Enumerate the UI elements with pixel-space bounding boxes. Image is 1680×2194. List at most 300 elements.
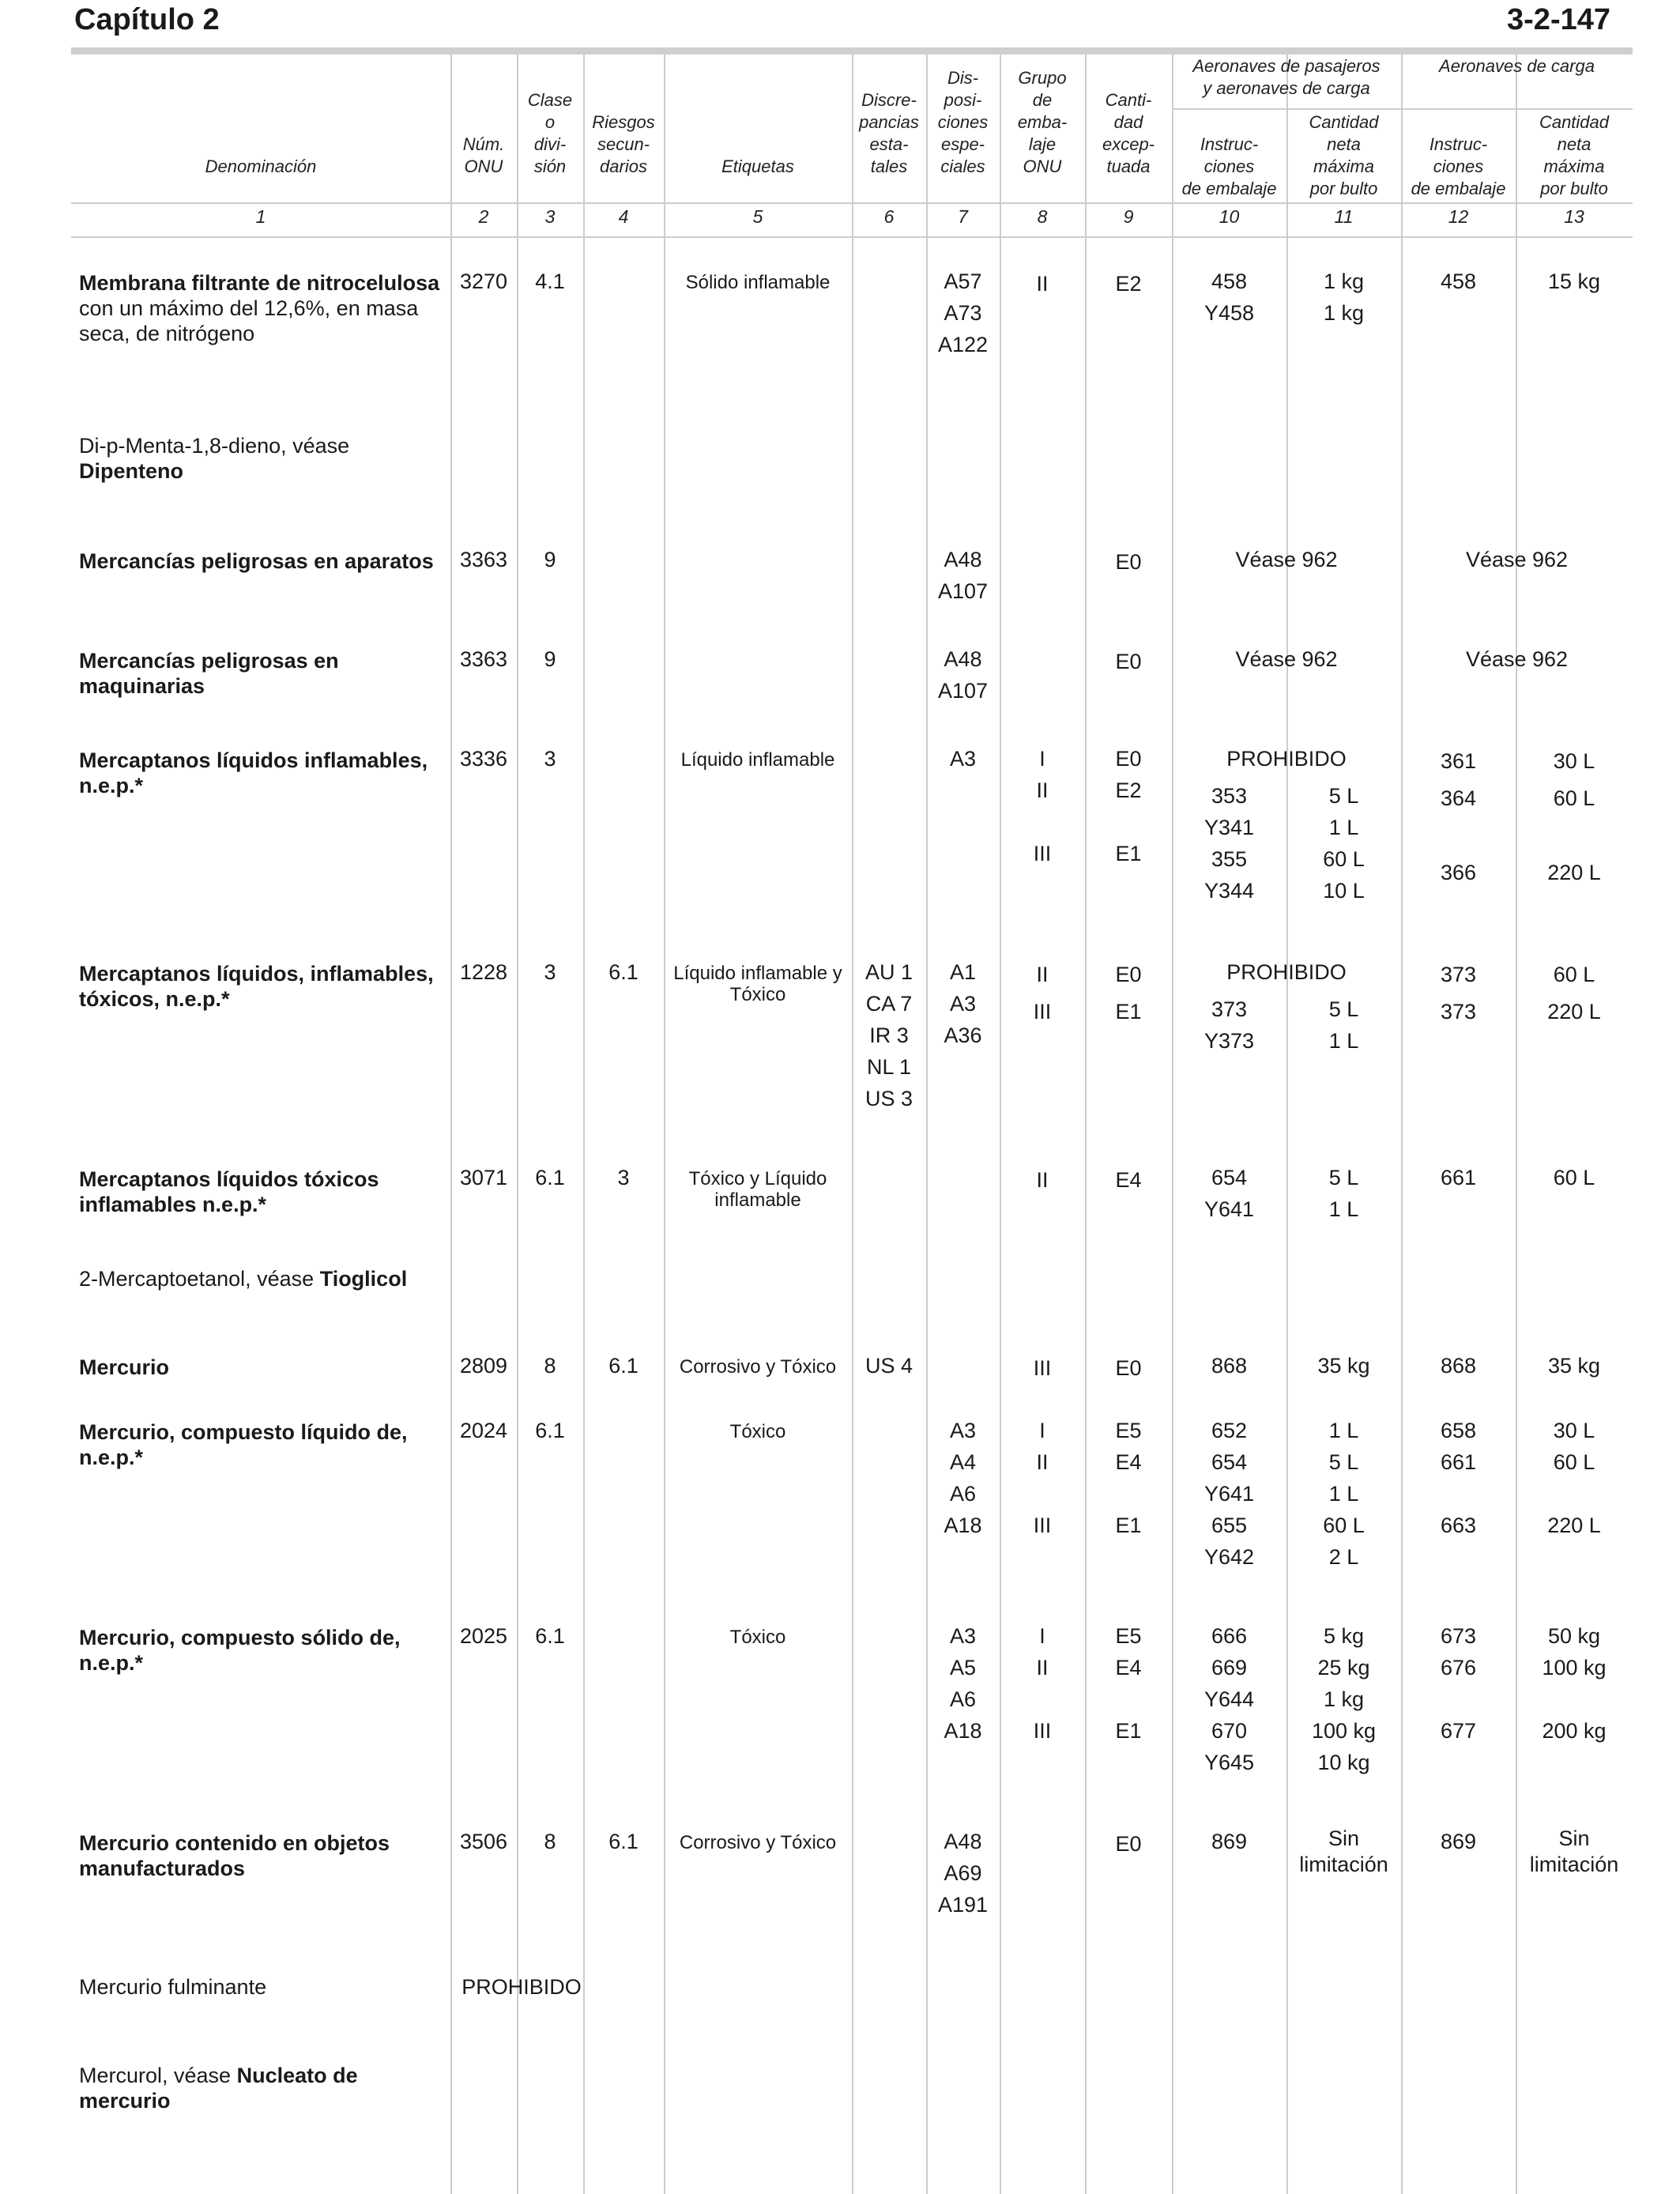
header-num-onu-line: Núm.: [462, 134, 505, 154]
excepted-quantity: [1085, 743, 1172, 869]
passenger-packing-instruction: [1172, 1162, 1286, 1225]
un-number: 2025: [459, 1624, 508, 1648]
cargo-max-net-quantity: [1516, 266, 1633, 297]
header-grupo-line: Grupo: [1018, 68, 1067, 88]
special-provision-value: A3: [949, 1419, 977, 1442]
header-denominacion-line: Denominación: [205, 156, 317, 176]
passenger-max-net-quantity-value: 100 kg: [1311, 1719, 1377, 1743]
class-division: 8: [544, 1830, 556, 1853]
cargo-packing-instruction-value: 676: [1440, 1656, 1477, 1679]
substance-name: [79, 1266, 443, 1291]
class-division: 8: [544, 1354, 556, 1378]
cargo-packing-instruction-value: 677: [1440, 1719, 1477, 1743]
passenger-packing-instruction-value: 355: [1211, 847, 1248, 871]
cargo-see-instruction: Véase 962: [1465, 548, 1569, 571]
passenger-packing-instruction-value: Y644: [1203, 1687, 1255, 1711]
excepted-quantity: [1085, 1350, 1172, 1387]
header-cantidad-neta-pasajeros-line: Cantidad: [1309, 112, 1379, 132]
substance-name-bold: Membrana filtrante de nitrocelulosa: [79, 271, 440, 295]
substance-name-bold: Dipenteno: [79, 459, 183, 483]
header-aeronaves-carga: [1401, 55, 1633, 77]
substance-name: [79, 1974, 443, 2000]
header-etiquetas: [664, 156, 852, 178]
passenger-packing-instruction: [1172, 1620, 1286, 1778]
passenger-packing-instruction-value: 666: [1211, 1624, 1248, 1648]
excepted-quantity-value: E5: [1115, 1624, 1142, 1648]
substance-name-suffix: con un máximo del 12,6%, en masa seca, de nitrógeno: [79, 296, 419, 345]
excepted-quantity-value: E1: [1115, 1514, 1142, 1537]
state-variation: [852, 956, 926, 1114]
page-header: [73, 0, 1610, 44]
passenger-packing-instruction: [1172, 1826, 1286, 1857]
cargo-max-net-quantity-value: 50 kg: [1547, 1624, 1601, 1648]
passenger-max-net-quantity-value: 25 kg: [1317, 1656, 1370, 1679]
header-clase-line: sión: [533, 156, 567, 176]
excepted-quantity-value: [1085, 1478, 1172, 1510]
passenger-max-net-quantity: [1286, 780, 1401, 907]
substance-name: [79, 270, 443, 346]
special-provision: [926, 266, 1000, 360]
un-number: 3270: [459, 270, 508, 293]
special-provision-value: A5: [949, 1656, 977, 1679]
header-cantidad-line: tuada: [1106, 156, 1151, 176]
header-aeronaves-pasajeros-line: y aeronaves de carga: [1203, 78, 1370, 98]
passenger-max-net-quantity-value: 1 L: [1328, 1029, 1359, 1053]
column-number: 5: [752, 206, 763, 227]
header-cantidad-neta-carga-line: neta: [1557, 134, 1591, 154]
header-cantidad-line: excep-: [1102, 134, 1155, 154]
passenger-max-net-quantity-value: 10 kg: [1317, 1751, 1370, 1774]
column-divider: [1085, 54, 1087, 2194]
column-number: 7: [958, 206, 968, 227]
substance-name-bold: Mercancías peligrosas en aparatos: [79, 549, 434, 573]
special-provision-value: A1: [949, 960, 977, 984]
passenger-packing-instruction-value: Y645: [1203, 1751, 1255, 1774]
passenger-max-net-quantity: [1286, 1620, 1401, 1778]
header-clase-line: o: [544, 112, 556, 132]
cargo-see-instruction: Véase 962: [1465, 647, 1569, 671]
hazard-label: Tóxico: [729, 1421, 786, 1442]
excepted-quantity-value: E5: [1115, 1419, 1142, 1442]
header-clase-line: Clase: [527, 90, 573, 110]
passenger-see-instruction: Véase 962: [1235, 548, 1338, 571]
header-cantidad-neta-pasajeros-line: por bulto: [1309, 179, 1378, 198]
packing-group: [1000, 956, 1085, 1031]
header-bottom-line: [71, 202, 1633, 204]
cargo-max-net-quantity-value: 220 L: [1547, 861, 1601, 884]
passenger-packing-instruction-value: 868: [1211, 1354, 1248, 1378]
packing-group-value: II: [1036, 963, 1049, 986]
special-provision-value: A6: [949, 1482, 977, 1506]
class-division: 6.1: [535, 1624, 565, 1648]
passenger-max-net-quantity-value: 10 L: [1323, 879, 1365, 903]
packing-group-value: III: [1033, 1356, 1052, 1380]
packing-group-value: [1000, 1683, 1085, 1715]
special-provision-value: A3: [949, 992, 977, 1016]
header-aeronaves-pasajeros: [1172, 55, 1401, 100]
packing-group-value: II: [1036, 1656, 1049, 1679]
passenger-max-net-quantity-value: 5 L: [1328, 784, 1359, 808]
passenger-packing-instruction: [1172, 993, 1286, 1057]
header-disposiciones-line: Dis-: [947, 68, 979, 88]
excepted-quantity-value: [1085, 806, 1172, 838]
state-variation: [852, 1350, 926, 1382]
cargo-max-net-quantity-value: 220 L: [1547, 1000, 1601, 1023]
special-provision-value: A107: [937, 579, 989, 603]
header-cantidad-neta-pasajeros-line: neta: [1327, 134, 1361, 154]
special-provision-value: A107: [937, 679, 989, 703]
passenger-packing-instruction-value: 869: [1211, 1830, 1248, 1853]
hazard-label: Líquido inflamable: [680, 749, 835, 771]
excepted-quantity: [1085, 1826, 1172, 1863]
passenger-max-net-quantity: [1286, 1350, 1401, 1382]
special-provision: [926, 1620, 1000, 1747]
packing-group-value: [1000, 806, 1085, 838]
substance-name: [79, 433, 443, 484]
excepted-quantity-value: E0: [1115, 550, 1142, 574]
passenger-packing-instruction-value: 655: [1211, 1514, 1248, 1537]
special-provision-value: A36: [944, 1023, 982, 1047]
passenger-max-net-quantity-value: 5 kg: [1323, 1624, 1365, 1648]
cargo-max-net-quantity-value: [1516, 1683, 1633, 1715]
substance-name-bold: Mercaptanos líquidos inflamables, n.e.p.*: [79, 748, 428, 797]
substance-name-prefix: Di-p-Menta-1,8-dieno, véase: [79, 434, 350, 458]
header-cantidad: [1085, 89, 1172, 178]
special-provision-value: A122: [937, 333, 989, 356]
header-instrucciones-carga-line: ciones: [1433, 156, 1484, 176]
un-number: 3363: [459, 548, 508, 571]
packing-group: [1000, 1350, 1085, 1387]
passenger-packing-instruction: [1172, 1415, 1286, 1573]
special-provision-value: A48: [944, 1830, 982, 1853]
substance-name-bold: Mercurio contenido en objetos manufacturados: [79, 1831, 390, 1880]
excepted-quantity: [1085, 266, 1172, 303]
cargo-max-net-quantity: [1516, 956, 1633, 1031]
cargo-max-net-quantity: [1516, 1620, 1633, 1747]
cargo-max-net-quantity: [1516, 1415, 1633, 1541]
passenger-forbidden: PROHIBIDO: [1226, 747, 1347, 771]
passenger-packing-instruction-value: 654: [1211, 1450, 1248, 1474]
cargo-max-net-quantity: [1516, 1162, 1633, 1193]
header-cantidad-neta-carga-line: por bulto: [1540, 179, 1608, 198]
passenger-packing-instruction-value: Y642: [1203, 1545, 1255, 1569]
passenger-packing-instruction-value: 458: [1211, 270, 1248, 293]
un-number: 3336: [459, 747, 508, 771]
special-provision-value: A73: [944, 301, 982, 325]
excepted-quantity: [1085, 544, 1172, 581]
cargo-max-net-quantity-value: 30 L: [1553, 1419, 1595, 1442]
column-divider: [664, 54, 665, 2194]
header-cantidad-neta-carga-line: Cantidad: [1539, 112, 1610, 132]
state-variation-value: US 4: [864, 1354, 913, 1378]
hazard-label: Corrosivo y Tóxico: [679, 1832, 837, 1853]
cargo-max-net-quantity-value: 200 kg: [1542, 1719, 1607, 1743]
cargo-max-net-quantity-value: 15 kg: [1547, 270, 1601, 293]
packing-group: [1000, 1162, 1085, 1199]
passenger-forbidden: PROHIBIDO: [1226, 960, 1347, 984]
special-provision-value: A3: [949, 747, 977, 771]
header-instrucciones-pasajeros-line: Instruc-: [1200, 134, 1259, 154]
excepted-quantity-value: E1: [1115, 1719, 1142, 1743]
column-number: 2: [478, 206, 489, 227]
passenger-max-net-quantity-value: 1 kg: [1323, 1687, 1365, 1711]
passenger-packing-instruction-value: Y373: [1203, 1029, 1255, 1053]
header-discrepancias: [852, 89, 926, 178]
state-variation-value: US 3: [864, 1087, 913, 1110]
hazard-label: Líquido inflamable y Tóxico: [673, 963, 842, 1005]
cargo-max-net-quantity: Sin limitación: [1529, 1826, 1619, 1876]
substance-name: [79, 748, 443, 798]
cargo-packing-instruction-value: 364: [1440, 786, 1477, 810]
header-disposiciones-line: posi-: [944, 90, 982, 110]
header-cantidad-line: dad: [1113, 112, 1143, 132]
excepted-quantity: [1085, 1415, 1172, 1541]
class-division: 6.1: [535, 1166, 565, 1189]
header-aeronaves-carga-line: Aeronaves de carga: [1439, 56, 1595, 76]
cargo-packing-instruction-value: 661: [1440, 1450, 1477, 1474]
packing-group-value: I: [1039, 1419, 1045, 1442]
excepted-quantity-value: [1085, 1683, 1172, 1715]
column-number: 1: [255, 206, 266, 227]
header-instrucciones-pasajeros-line: ciones: [1203, 156, 1255, 176]
header-etiquetas-line: Etiquetas: [721, 156, 794, 176]
header-clase-line: divi-: [533, 134, 567, 154]
passenger-max-net-quantity-value: 1 kg: [1323, 301, 1365, 325]
cargo-packing-instruction-value: 869: [1440, 1830, 1477, 1853]
special-provision-value: A6: [949, 1687, 977, 1711]
substance-name-bold: Mercurio, compuesto sólido de, n.e.p.*: [79, 1626, 401, 1675]
passenger-packing-instruction-value: Y641: [1203, 1482, 1255, 1506]
excepted-quantity-value: E4: [1115, 1168, 1142, 1192]
class-division: 3: [544, 960, 556, 984]
header-discrepancias-line: pancias: [859, 112, 919, 132]
cargo-max-net-quantity-value: 100 kg: [1542, 1656, 1607, 1679]
passenger-packing-instruction-value: 652: [1211, 1419, 1248, 1442]
header-cantidad-neta-pasajeros: [1286, 111, 1401, 200]
column-number: 3: [544, 206, 556, 227]
packing-group: [1000, 743, 1085, 869]
class-division: 6.1: [535, 1419, 565, 1442]
substance-name: [79, 2063, 443, 2113]
passenger-max-net-quantity-value: 1 L: [1328, 816, 1359, 839]
packing-group: [1000, 266, 1085, 303]
header-instrucciones-pasajeros: [1172, 134, 1286, 200]
passenger-max-net-quantity-value: 1 L: [1328, 1419, 1359, 1442]
un-number: 1228: [459, 960, 508, 984]
substance-name-text: Mercurio fulminante: [79, 1975, 267, 1999]
column-divider: [1516, 54, 1517, 2194]
special-provision: [926, 743, 1000, 775]
passenger-max-net-quantity-value: 60 L: [1323, 847, 1365, 871]
cargo-packing-instruction: [1401, 743, 1516, 892]
header-grupo: [1000, 67, 1085, 178]
state-variation-value: AU 1: [864, 960, 913, 984]
special-provision-value: A191: [937, 1893, 989, 1917]
cargo-max-net-quantity-value: 30 L: [1553, 749, 1595, 773]
cargo-packing-instruction: [1401, 1826, 1516, 1857]
passenger-packing-instruction-value: 654: [1211, 1166, 1248, 1189]
passenger-packing-instruction-value: 670: [1211, 1719, 1248, 1743]
substance-name-prefix: Mercurol, véase: [79, 2064, 237, 2087]
packing-group-value: II: [1036, 1450, 1049, 1474]
substance-name-bold: Mercancías peligrosas en maquinarias: [79, 649, 339, 698]
packing-group-value: I: [1039, 747, 1045, 771]
passenger-max-net-quantity-value: 5 L: [1328, 997, 1359, 1021]
passenger-packing-instruction: [1172, 266, 1286, 329]
excepted-quantity-value: E0: [1115, 650, 1142, 673]
passenger-max-net-quantity: Sin limitación: [1299, 1826, 1388, 1876]
substance-name-prefix: 2-Mercaptoetanol, véase: [79, 1267, 320, 1291]
packing-group-value: III: [1033, 1719, 1052, 1743]
packing-group-value: III: [1033, 1514, 1052, 1537]
class-division: 9: [544, 647, 556, 671]
column-number: 11: [1334, 206, 1354, 227]
excepted-quantity: [1085, 1620, 1172, 1747]
excepted-quantity-value: E1: [1115, 842, 1142, 865]
header-discrepancias-line: tales: [870, 156, 908, 176]
cargo-packing-instruction-value: 361: [1440, 749, 1477, 773]
state-variation-value: IR 3: [869, 1023, 909, 1047]
special-provision-value: A18: [944, 1719, 982, 1743]
substance-name-bold: Mercurio: [79, 1355, 170, 1379]
un-number: 2024: [459, 1419, 508, 1442]
header-cantidad-line: Canti-: [1105, 90, 1152, 110]
passenger-max-net-quantity-value: 1 L: [1328, 1197, 1359, 1221]
column-number: 9: [1123, 206, 1134, 227]
subsidiary-risk: 3: [617, 1166, 630, 1189]
class-division: 4.1: [535, 270, 565, 293]
substance-name-bold: Nucleato de mercurio: [79, 2064, 358, 2113]
header-disposiciones-line: ciales: [940, 156, 985, 176]
excepted-quantity-value: E4: [1115, 1656, 1142, 1679]
header-grupo-line: laje: [1028, 134, 1057, 154]
packing-group: [1000, 1415, 1085, 1541]
passenger-max-net-quantity: [1286, 993, 1401, 1057]
passenger-max-net-quantity-value: 5 L: [1328, 1450, 1359, 1474]
substance-name-bold: Mercaptanos líquidos, inflamables, tóxicos, n.e.p.*: [79, 962, 434, 1011]
excepted-quantity-value: E0: [1115, 1832, 1142, 1856]
chapter-title: Capítulo 2: [74, 3, 220, 36]
passenger-packing-instruction: [1172, 780, 1286, 907]
substance-name: [79, 1625, 443, 1676]
special-provision-value: A4: [949, 1450, 977, 1474]
column-number: 10: [1219, 206, 1240, 227]
hazard-label: Tóxico: [729, 1627, 786, 1648]
cargo-packing-instruction-value: 673: [1440, 1624, 1477, 1648]
column-divider: [1286, 54, 1288, 2194]
excepted-quantity-value: E0: [1115, 963, 1142, 986]
cargo-max-net-quantity-value: 220 L: [1547, 1514, 1601, 1537]
cargo-max-net-quantity-value: 60 L: [1553, 1166, 1595, 1189]
header-instrucciones-carga-line: de embalaje: [1411, 179, 1506, 198]
column-number: 8: [1037, 206, 1048, 227]
excepted-quantity-value: E2: [1115, 778, 1142, 802]
cargo-max-net-quantity-value: 60 L: [1553, 786, 1595, 810]
excepted-quantity: [1085, 956, 1172, 1031]
cargo-packing-instruction-value: 661: [1440, 1166, 1477, 1189]
cargo-packing-instruction: [1401, 1620, 1516, 1747]
special-provision: [926, 956, 1000, 1051]
special-provision-value: A3: [949, 1624, 977, 1648]
substance-name: [79, 1355, 443, 1380]
header-instrucciones-carga: [1401, 134, 1516, 200]
passenger-max-net-quantity: [1286, 1415, 1401, 1573]
cargo-packing-instruction: [1401, 1350, 1516, 1382]
cargo-packing-instruction-value: 658: [1440, 1419, 1477, 1442]
header-clase: [517, 89, 583, 178]
cargo-packing-instruction-value: 366: [1440, 861, 1477, 884]
column-divider: [583, 54, 585, 2194]
passenger-max-net-quantity: [1286, 266, 1401, 329]
special-provision: [926, 1415, 1000, 1541]
header-riesgos: [583, 111, 664, 178]
cargo-max-net-quantity-value: [1516, 817, 1633, 854]
subsidiary-risk: 6.1: [608, 1830, 638, 1853]
cargo-max-net-quantity-value: 35 kg: [1547, 1354, 1601, 1378]
column-number-line: [71, 236, 1633, 238]
substance-name: [79, 1167, 443, 1217]
passenger-max-net-quantity: [1286, 1162, 1401, 1225]
hazard-label: Corrosivo y Tóxico: [679, 1356, 837, 1378]
packing-group-value: II: [1036, 1168, 1049, 1192]
header-riesgos-line: Riesgos: [592, 112, 655, 132]
header-num-onu: [450, 134, 517, 178]
un-number: 2809: [459, 1354, 508, 1378]
cargo-max-net-quantity: [1516, 1350, 1633, 1382]
substance-name-bold: Tioglicol: [319, 1267, 408, 1291]
substance-name: [79, 1830, 443, 1881]
cargo-packing-instruction: [1401, 956, 1516, 1031]
header-discrepancias-line: Discre-: [861, 90, 917, 110]
passenger-max-net-quantity-value: 35 kg: [1317, 1354, 1370, 1378]
cargo-packing-instruction-value: 663: [1440, 1514, 1477, 1537]
column-divider: [450, 54, 452, 2194]
column-number: 12: [1448, 206, 1469, 227]
header-instrucciones-pasajeros-line: de embalaje: [1181, 179, 1277, 198]
passenger-max-net-quantity-value: 1 L: [1328, 1482, 1359, 1506]
excepted-quantity-value: E0: [1115, 747, 1142, 771]
special-provision: [926, 544, 1000, 607]
header-disposiciones-line: ciones: [937, 112, 989, 132]
cargo-packing-instruction-value: 458: [1440, 270, 1477, 293]
column-divider: [852, 54, 853, 2194]
cargo-max-net-quantity-value: 60 L: [1553, 963, 1595, 986]
cargo-packing-instruction-value: 868: [1440, 1354, 1477, 1378]
special-provision-value: A18: [944, 1514, 982, 1537]
cargo-max-net-quantity-value: 60 L: [1553, 1450, 1595, 1474]
column-divider: [1000, 54, 1001, 2194]
passenger-packing-instruction-value: 669: [1211, 1656, 1248, 1679]
excepted-quantity: [1085, 1162, 1172, 1199]
header-cantidad-neta-carga-line: máxima: [1543, 156, 1605, 176]
cargo-packing-instruction: [1401, 266, 1516, 297]
special-provision: [926, 643, 1000, 707]
cargo-packing-instruction-value: [1401, 817, 1516, 854]
packing-group-value: II: [1036, 778, 1049, 802]
header-grupo-line: de: [1032, 90, 1053, 110]
header-num-onu-line: ONU: [464, 156, 503, 176]
substance-name-bold: Mercaptanos líquidos tóxicos inflamables n.e.p.*: [79, 1167, 379, 1216]
excepted-quantity: [1085, 643, 1172, 680]
cargo-packing-instruction-value: [1401, 1683, 1516, 1715]
cargo-packing-instruction-value: [1401, 1478, 1516, 1510]
subsidiary-risk: 6.1: [608, 1354, 638, 1378]
special-provision-value: A48: [944, 647, 982, 671]
passenger-see-instruction: Véase 962: [1235, 647, 1338, 671]
special-provision-value: A69: [944, 1861, 982, 1885]
substance-name: [79, 548, 443, 574]
column-number: 4: [618, 206, 629, 227]
